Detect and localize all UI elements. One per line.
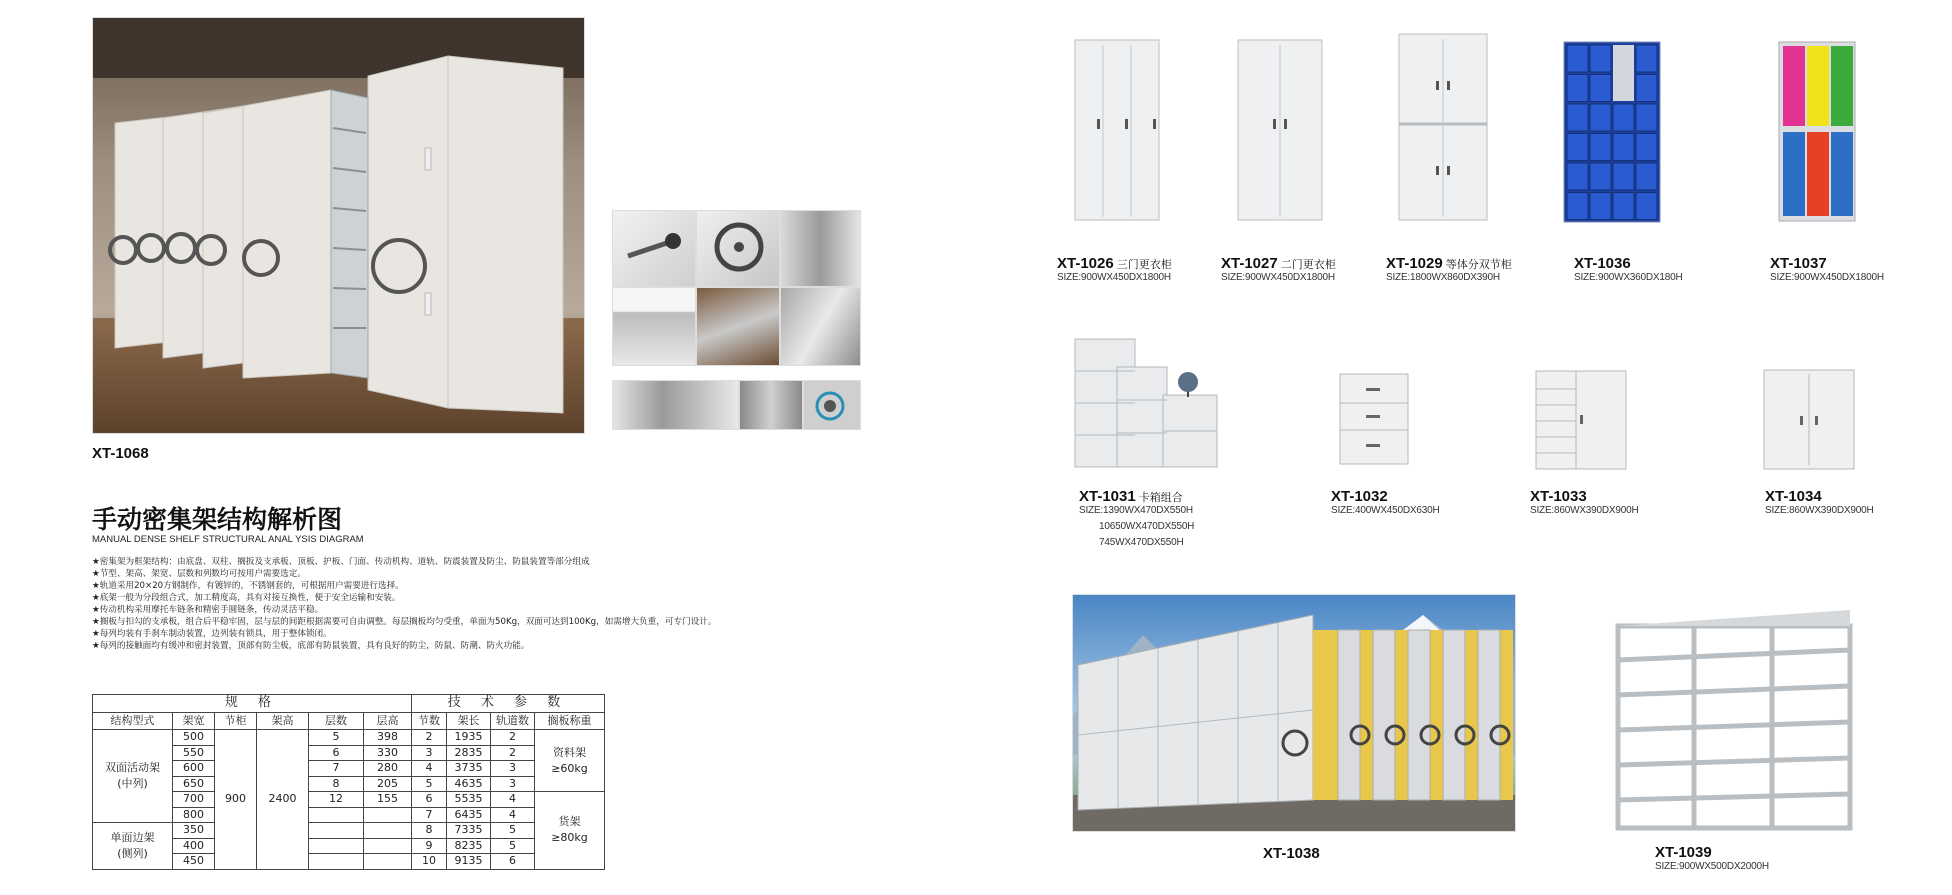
product-image-xt1033 xyxy=(1534,369,1628,471)
length-cell: 1935 xyxy=(447,730,491,746)
layer-height-cell: 280 xyxy=(364,761,412,777)
product-image-xt1039 xyxy=(1612,600,1858,834)
col-header: 节柜 xyxy=(215,713,257,730)
feature-item: ★搁板与扣勾的支承板，组合后平稳牢固，层与层的间距根据需要可自由调整。每层搁板均匀受重，单面为50Kg，双面可达到100Kg，如需增大负重，可专门设计。 xyxy=(92,617,717,627)
layers-cell xyxy=(309,807,364,823)
detail-photo-shelf-1 xyxy=(780,210,861,287)
drawer-cabinet-illustration xyxy=(1534,369,1628,471)
product-size-alt: 10650WX470DX550H xyxy=(1099,521,1195,532)
product-code: XT-1037 xyxy=(1770,255,1827,272)
product-size: SIZE:860WX390DX900H xyxy=(1530,505,1639,516)
product-size: SIZE:1390WX470DX550H xyxy=(1079,505,1193,516)
type-double-cell: 双面活动架 (中列) xyxy=(93,730,173,823)
library-bookshelf-illustration xyxy=(1612,600,1858,834)
structure-title: 手动密集架结构解析图 xyxy=(92,505,343,534)
two-door-locker-illustration xyxy=(1235,37,1325,225)
feature-list xyxy=(92,556,716,652)
jiagao-cell: 2400 xyxy=(257,730,309,870)
detail-photo-panel-1 xyxy=(612,380,739,430)
group-spec-header: 规 格 xyxy=(93,695,412,713)
color-locker-illustration xyxy=(1777,40,1857,223)
col-header: 结构型式 xyxy=(93,713,173,730)
width-cell: 550 xyxy=(173,745,215,761)
sections-cell: 9 xyxy=(412,838,447,854)
card-cabinet-set-illustration xyxy=(1073,337,1219,471)
sections-cell: 10 xyxy=(412,854,447,870)
weight-b-cell: 货架 ≥80kg xyxy=(535,792,605,870)
product-image-xt1026 xyxy=(1072,37,1162,225)
spec-table xyxy=(92,694,605,870)
col-header: 层数 xyxy=(309,713,364,730)
product-code: XT-1026 三门更衣柜 xyxy=(1057,255,1172,272)
layer-height-cell xyxy=(364,823,412,839)
length-cell: 4635 xyxy=(447,776,491,792)
layers-cell: 12 xyxy=(309,792,364,808)
length-cell: 9135 xyxy=(447,854,491,870)
layers-cell xyxy=(309,823,364,839)
product-size: SIZE:900WX500DX2000H xyxy=(1655,861,1769,872)
main-product-code: XT-1068 xyxy=(92,445,149,462)
width-cell: 800 xyxy=(173,807,215,823)
product-code: XT-1033 xyxy=(1530,488,1587,505)
length-cell: 6435 xyxy=(447,807,491,823)
product-code: XT-1031 卡箱组合 xyxy=(1079,488,1183,505)
three-door-locker-illustration xyxy=(1072,37,1162,225)
sections-cell: 4 xyxy=(412,761,447,777)
product-image-xt1031 xyxy=(1073,337,1219,471)
width-cell: 400 xyxy=(173,838,215,854)
layers-cell xyxy=(309,838,364,854)
product-size: SIZE:400WX450DX630H xyxy=(1331,505,1440,516)
detail-photo-lock xyxy=(803,380,861,430)
tracks-cell: 5 xyxy=(491,838,535,854)
group-tech-header: 技 术 参 数 xyxy=(412,695,605,713)
electronic-locker-illustration xyxy=(1562,40,1662,224)
feature-item: ★传动机构采用摩托车链条和精密手圆链条，传动灵活平稳。 xyxy=(92,605,324,615)
width-cell: 500 xyxy=(173,730,215,746)
product-name: 等体分双节柜 xyxy=(1445,259,1512,271)
col-header: 架高 xyxy=(257,713,309,730)
feature-item: ★节型、架高、架宽、层数和列数均可按用户需要选定。 xyxy=(92,569,306,579)
col-header: 架长 xyxy=(447,713,491,730)
col-header: 轨道数 xyxy=(491,713,535,730)
sliding-door-cabinet-illustration xyxy=(1762,368,1856,471)
col-header: 架宽 xyxy=(173,713,215,730)
detail-photo-wheel xyxy=(696,210,780,287)
sections-cell: 8 xyxy=(412,823,447,839)
width-cell: 450 xyxy=(173,854,215,870)
product-size: SIZE:900WX360DX180H xyxy=(1574,272,1683,283)
length-cell: 8235 xyxy=(447,838,491,854)
sections-cell: 7 xyxy=(412,807,447,823)
product-size: SIZE:900WX450DX1800H xyxy=(1770,272,1884,283)
jiegui-cell: 900 xyxy=(215,730,257,870)
length-cell: 2835 xyxy=(447,745,491,761)
type-single-cell: 单面边架 (侧列) xyxy=(93,823,173,870)
layers-cell: 6 xyxy=(309,745,364,761)
width-cell: 600 xyxy=(173,761,215,777)
tracks-cell: 3 xyxy=(491,761,535,777)
detail-photo-shelf-2 xyxy=(612,287,696,366)
product-size: SIZE:900WX450DX1800H xyxy=(1221,272,1335,283)
product-code: XT-1038 xyxy=(1263,845,1320,862)
product-code: XT-1027 二门更衣柜 xyxy=(1221,255,1336,272)
layers-cell xyxy=(309,854,364,870)
col-header: 层高 xyxy=(364,713,412,730)
layer-height-cell: 398 xyxy=(364,730,412,746)
tracks-cell: 4 xyxy=(491,792,535,808)
product-code: XT-1032 xyxy=(1331,488,1388,505)
product-image-xt1029 xyxy=(1396,31,1491,225)
product-image-xt1038 xyxy=(1072,594,1516,832)
product-size: SIZE:900WX450DX1800H xyxy=(1057,272,1171,283)
weight-a-cell: 资料架 ≥60kg xyxy=(535,730,605,792)
mobile-pedestal-illustration xyxy=(1338,368,1412,470)
product-name: 卡箱组合 xyxy=(1138,492,1183,504)
layer-height-cell: 330 xyxy=(364,745,412,761)
width-cell: 700 xyxy=(173,792,215,808)
dense-shelf-illustration xyxy=(93,18,585,434)
tracks-cell: 3 xyxy=(491,776,535,792)
product-image-xt1034 xyxy=(1762,368,1856,471)
layer-height-cell: 205 xyxy=(364,776,412,792)
detail-photo-panel-2 xyxy=(739,380,803,430)
sections-cell: 6 xyxy=(412,792,447,808)
product-image-xt1027 xyxy=(1235,37,1325,225)
layer-height-cell xyxy=(364,854,412,870)
detail-photo-rail xyxy=(696,287,780,366)
sections-cell: 5 xyxy=(412,776,447,792)
layers-cell: 5 xyxy=(309,730,364,746)
detail-photo-handle xyxy=(612,210,696,287)
tracks-cell: 5 xyxy=(491,823,535,839)
sections-cell: 2 xyxy=(412,730,447,746)
lock-icon xyxy=(804,381,861,430)
table-row xyxy=(93,823,605,839)
tracks-cell: 4 xyxy=(491,807,535,823)
feature-item: ★密集架为框架结构：由底盘、双柱、搁扳及支承板、顶板、护板、门面、传动机构、道轨、防震装置及防尘、防鼠装置等部分组成 xyxy=(92,557,590,567)
product-size-alt: 745WX470DX550H xyxy=(1099,537,1184,548)
col-header: 搁板称重 xyxy=(535,713,605,730)
sections-cell: 3 xyxy=(412,745,447,761)
length-cell: 3735 xyxy=(447,761,491,777)
width-cell: 350 xyxy=(173,823,215,839)
tracks-cell: 2 xyxy=(491,730,535,746)
table-header-row xyxy=(93,713,605,730)
double-section-cabinet-illustration xyxy=(1396,31,1491,225)
width-cell: 650 xyxy=(173,776,215,792)
product-code: XT-1029 等体分双节柜 xyxy=(1386,255,1512,272)
table-group-header-row xyxy=(93,695,605,713)
mobile-archive-shelf-illustration xyxy=(1073,595,1516,832)
layer-height-cell: 155 xyxy=(364,792,412,808)
product-image-xt1037 xyxy=(1777,40,1857,223)
product-size: SIZE:1800WX860DX390H xyxy=(1386,272,1500,283)
table-row xyxy=(93,730,605,746)
hand-wheel-icon xyxy=(697,211,780,287)
product-image-xt1036 xyxy=(1562,40,1662,224)
layer-height-cell xyxy=(364,807,412,823)
product-code: XT-1034 xyxy=(1765,488,1822,505)
product-code: XT-1036 xyxy=(1574,255,1631,272)
layers-cell: 7 xyxy=(309,761,364,777)
structure-subtitle: MANUAL DENSE SHELF STRUCTURAL ANAL YSIS DIAGRAM xyxy=(92,534,364,545)
feature-item: ★每列均装有手刹车制动装置，边列装有锁具，用于整体锁闭。 xyxy=(92,629,332,639)
detail-photo-shelf-3 xyxy=(780,287,861,366)
feature-item: ★每列的接触面均有缓冲和密封装置，顶部有防尘板，底部有防鼠装置，具有良好的防尘，防鼠、防潮、防火功能。 xyxy=(92,641,530,651)
length-cell: 5535 xyxy=(447,792,491,808)
product-code: XT-1039 xyxy=(1655,844,1712,861)
col-header: 节数 xyxy=(412,713,447,730)
length-cell: 7335 xyxy=(447,823,491,839)
layer-height-cell xyxy=(364,838,412,854)
main-product-photo xyxy=(92,17,585,434)
product-size: SIZE:860WX390DX900H xyxy=(1765,505,1874,516)
product-name: 二门更衣柜 xyxy=(1280,259,1336,271)
layers-cell: 8 xyxy=(309,776,364,792)
feature-item: ★轨道采用20×20方钢制作，有镀锌的，不锈钢套的，可根据用户需要进行选择。 xyxy=(92,581,404,591)
product-image-xt1032 xyxy=(1338,368,1412,470)
product-name: 三门更衣柜 xyxy=(1116,259,1172,271)
tracks-cell: 2 xyxy=(491,745,535,761)
crank-handle-icon xyxy=(613,211,696,287)
tracks-cell: 6 xyxy=(491,854,535,870)
feature-item: ★底架一般为分段组合式，加工精度高，具有对接互换性，便于安全运输和安装。 xyxy=(92,593,401,603)
